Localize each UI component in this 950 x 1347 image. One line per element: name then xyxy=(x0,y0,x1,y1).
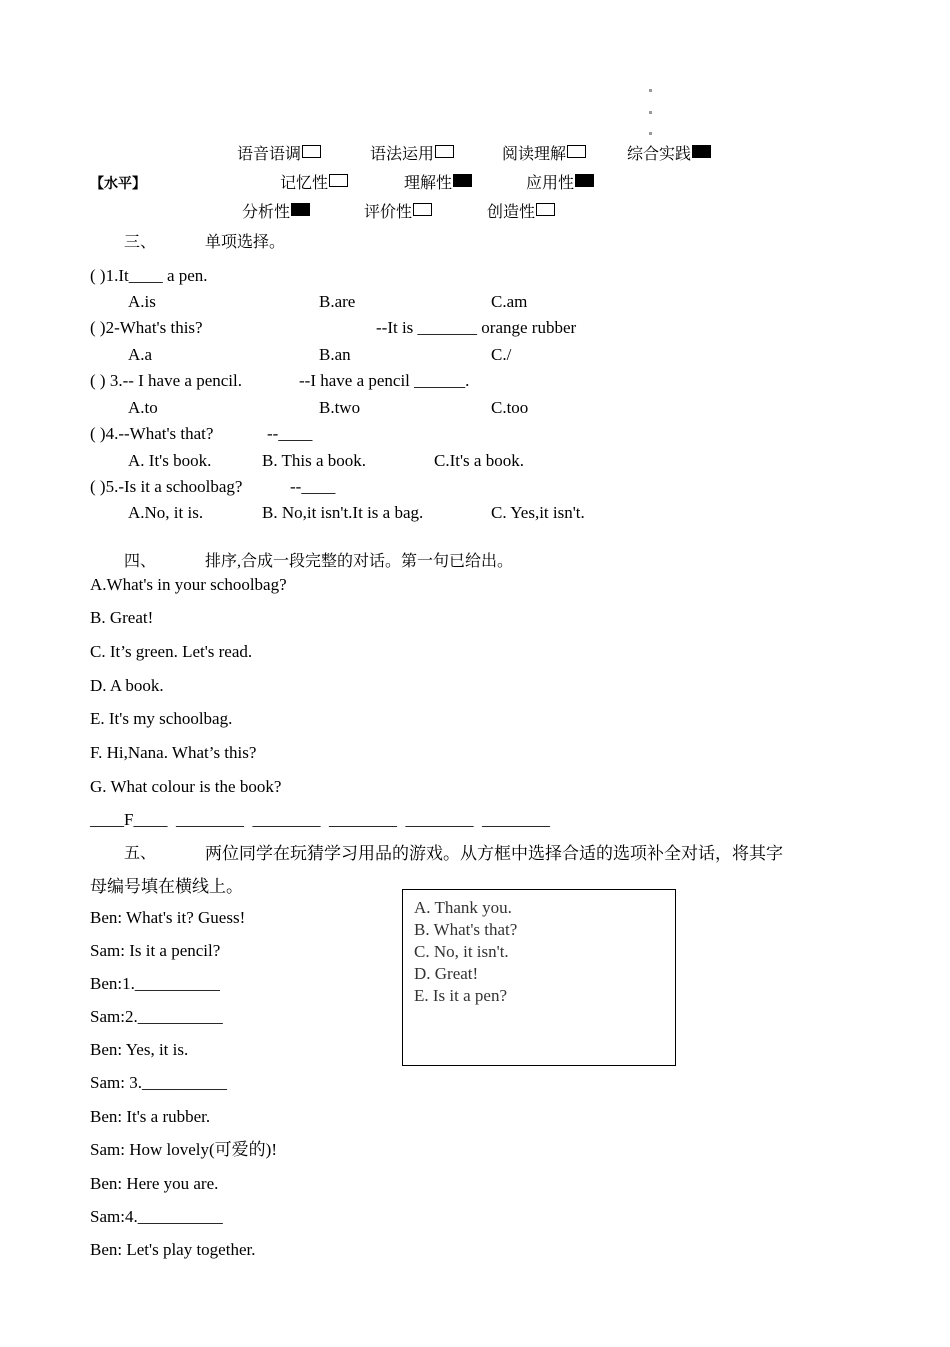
option: A. It's book. xyxy=(128,451,212,470)
dialogue-line: Ben: It's a rubber. xyxy=(90,1107,211,1126)
question-stem: ( )5.-Is it a schoolbag? xyxy=(90,477,243,496)
dialogue-line: Sam: 3.__________ xyxy=(90,1073,227,1092)
level-row-2-item: 应用性 xyxy=(526,174,594,194)
list-item: E. It's my schoolbag. xyxy=(90,709,233,728)
option: B. No,it isn't.It is a bag. xyxy=(262,503,424,522)
section-number: 四、 xyxy=(124,553,157,570)
level-row-1-item: 语音语调 xyxy=(237,145,321,165)
dialogue-line: Ben: Let's play together. xyxy=(90,1240,256,1259)
section-title-cont: 母编号填在横线上。 xyxy=(90,877,243,896)
option: B.two xyxy=(319,398,361,417)
box-option: D. Great! xyxy=(414,964,479,983)
checkbox-icon xyxy=(329,174,348,187)
box-option: B. What's that? xyxy=(414,920,518,939)
question-response: --It is _______ orange rubber xyxy=(376,318,577,337)
option: C.too xyxy=(491,398,529,417)
decorative-dot xyxy=(649,89,652,92)
question-response: --I have a pencil ______. xyxy=(299,371,470,390)
decorative-dot xyxy=(649,132,652,135)
option: B. This a book. xyxy=(262,451,367,470)
options-box xyxy=(402,889,676,1066)
section-number: 五、 xyxy=(124,845,157,862)
level-label: 【水平】 xyxy=(90,176,146,192)
level-row-3-item: 分析性 xyxy=(242,203,310,223)
checkbox-icon xyxy=(567,145,586,158)
checkbox-filled-icon xyxy=(291,203,310,216)
question-response: --____ xyxy=(267,424,313,443)
list-item: D. A book. xyxy=(90,676,164,695)
checkbox-icon xyxy=(435,145,454,158)
option: C./ xyxy=(491,345,512,364)
question-response: --____ xyxy=(290,477,336,496)
dialogue-line: Sam:4.__________ xyxy=(90,1207,223,1226)
option: C. Yes,it isn't. xyxy=(491,503,585,522)
level-row-1-item: 综合实践 xyxy=(627,145,711,165)
box-option: C. No, it isn't. xyxy=(414,942,509,961)
checkbox-icon xyxy=(302,145,321,158)
level-row-2-item: 记忆性 xyxy=(280,174,348,194)
list-item: F. Hi,Nana. What’s this? xyxy=(90,743,257,762)
dialogue-line: Sam: Is it a pencil? xyxy=(90,941,221,960)
checkbox-icon xyxy=(413,203,432,216)
box-option: A. Thank you. xyxy=(414,898,512,917)
option: C.It's a book. xyxy=(434,451,524,470)
dialogue-line: Sam:2.__________ xyxy=(90,1007,223,1026)
option: B.are xyxy=(319,292,356,311)
dialogue-line: Ben: Yes, it is. xyxy=(90,1040,189,1059)
decorative-dot xyxy=(649,111,652,114)
level-row-1-item: 阅读理解 xyxy=(502,145,586,165)
option: A.is xyxy=(128,292,156,311)
option: A.to xyxy=(128,398,158,417)
section-title: 单项选择。 xyxy=(205,234,286,251)
option: B.an xyxy=(319,345,351,364)
list-item: A.What's in your schoolbag? xyxy=(90,575,287,594)
option: A.No, it is. xyxy=(128,503,204,522)
level-row-3-item: 创造性 xyxy=(487,203,555,223)
checkbox-icon xyxy=(536,203,555,216)
dialogue-line: Ben: Here you are. xyxy=(90,1174,219,1193)
checkbox-filled-icon xyxy=(692,145,711,158)
dialogue-line: Ben: What's it? Guess! xyxy=(90,908,246,927)
dialogue-line: Sam: How lovely(可爱的)! xyxy=(90,1140,277,1159)
level-row-2-item: 理解性 xyxy=(404,174,472,194)
question-stem: ( )4.--What's that? xyxy=(90,424,214,443)
section-title: 排序,合成一段完整的对话。第一句已给出。 xyxy=(205,553,514,570)
answer-line: ____F____ ________ ________ ________ ________ ________ xyxy=(90,810,550,829)
level-row-3-item: 评价性 xyxy=(364,203,432,223)
question-stem: ( ) 3.-- I have a pencil. xyxy=(90,371,242,390)
option: A.a xyxy=(128,345,153,364)
section-number: 三、 xyxy=(124,234,157,251)
question-stem: ( )2-What's this? xyxy=(90,318,203,337)
box-option: E. Is it a pen? xyxy=(414,986,507,1005)
checkbox-filled-icon xyxy=(453,174,472,187)
level-row-1-item: 语法运用 xyxy=(370,145,454,165)
section-title: 两位同学在玩猜学习用品的游戏。从方框中选择合适的选项补全对话，将其字 xyxy=(205,844,783,863)
option: C.am xyxy=(491,292,528,311)
question-stem: ( )1.It____ a pen. xyxy=(90,266,208,285)
list-item: C. It’s green. Let's read. xyxy=(90,642,253,661)
list-item: B. Great! xyxy=(90,608,154,627)
dialogue-line: Ben:1.__________ xyxy=(90,974,220,993)
checkbox-filled-icon xyxy=(575,174,594,187)
list-item: G. What colour is the book? xyxy=(90,777,282,796)
